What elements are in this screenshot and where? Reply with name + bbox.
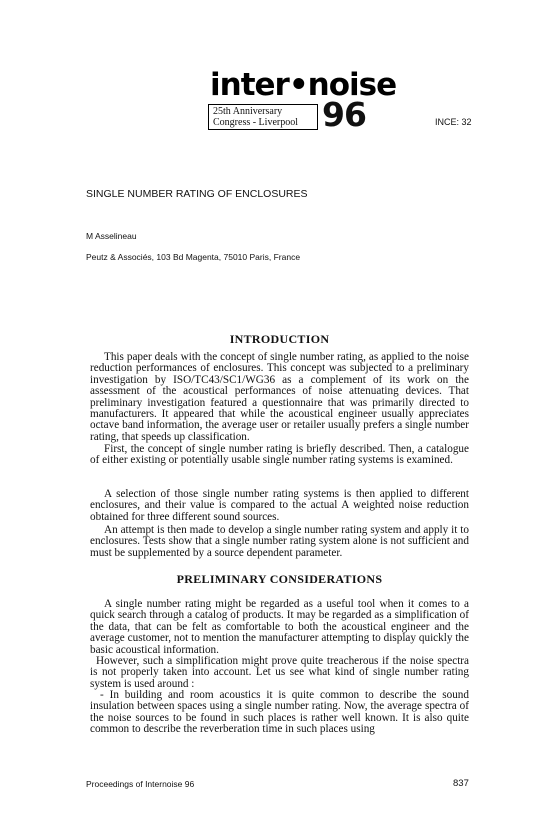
page-number: 837	[453, 778, 469, 789]
prelim-paragraph-1: A single number rating might be regarded as a useful tool when it comes to a quick search through a catalog of products. It may be regarded as a simplification of the data, that can be felt as comfortable to both the acoustical engineer and the average customer, not to mention the manufacturer attempting to display quickly the basic acoustical information.	[90, 598, 469, 656]
conference-logo	[208, 67, 397, 134]
author-affiliation: Peutz & Associés, 103 Bd Magenta, 75010 Paris, France	[86, 252, 301, 262]
logo-box-line-1: 25th Anniversary	[213, 106, 283, 117]
paper-reference: INCE: 32	[435, 117, 472, 127]
logo-anniversary-box	[208, 104, 318, 130]
heading-preliminary-considerations: PRELIMINARY CONSIDERATIONS	[176, 572, 383, 586]
heading-introduction: INTRODUCTION	[229, 332, 330, 346]
intro-paragraph-3: A selection of those single number rating systems is then applied to different enclosures, and their value is compared to the actual A weighted noise reduction obtained for three different sound sources.	[90, 488, 469, 523]
logo-wordmark: inter•noise	[210, 67, 397, 103]
prelim-paragraph-2: However, such a simplification might prove quite treacherous if the noise spectra is not properly taken into account. Let us see what kind of single number rating system is used around :	[90, 655, 469, 690]
intro-paragraph-1: This paper deals with the concept of single number rating, as applied to the noise reduction performances of enclosures. This concept was subjected to a preliminary investigation by ISO/TC43/SC1/WG36 as a complement of its work on the assessment of the acoustical performances of noise attenuating devices. That preliminary investigation featured a questionnaire that was primarily directed to manufacturers. It appeared that while the acoustical engineer usually appreciates octave band information, the average user or retailer usually prefers a single number rating, that speeds up classification.	[90, 351, 469, 443]
logo-box-line-2: Congress - Liverpool	[213, 117, 298, 128]
author-name: M Asselineau	[86, 231, 137, 241]
footer-proceedings: Proceedings of Internoise 96	[86, 779, 195, 789]
paper-title: SINGLE NUMBER RATING OF ENCLOSURES	[86, 188, 308, 200]
intro-paragraph-4: An attempt is then made to develop a single number rating system and apply it to enclosures. Tests show that a single number rating system alone is not sufficient and must be supplemented by a source dependent parameter.	[90, 524, 469, 559]
logo-year: 96	[322, 95, 366, 134]
prelim-paragraph-3: - In building and room acoustics it is quite common to describe the sound insulation between spaces using a single number rating. Now, the average spectra of the noise sources to be found in such places is rather well known. It is also quite common to describe the reverberation time in such places using	[90, 689, 469, 736]
intro-paragraph-2: First, the concept of single number rating is briefly described. Then, a catalogue of either existing or potentially usable single number rating systems is examined.	[90, 443, 469, 467]
